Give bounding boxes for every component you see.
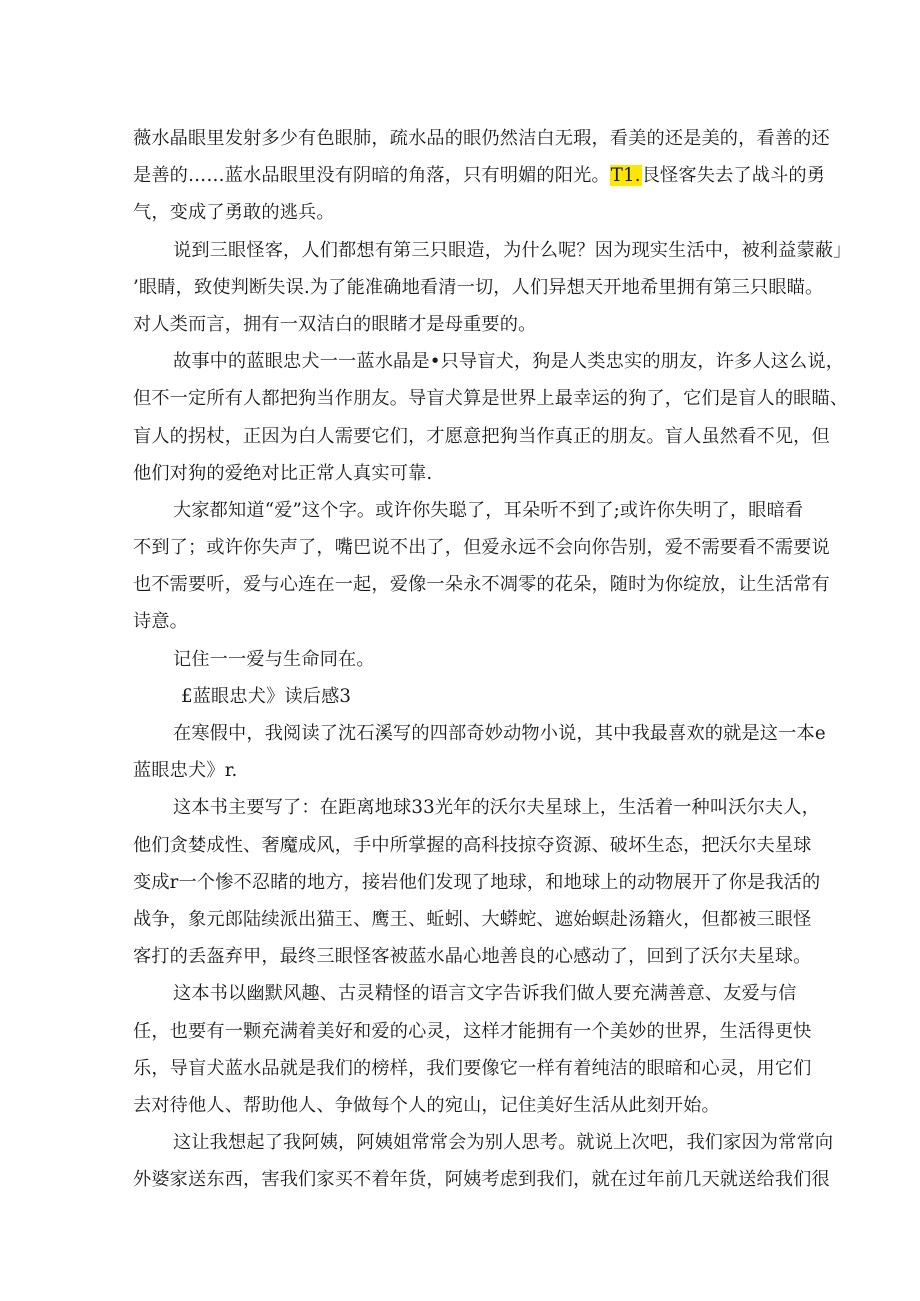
text-line: 薇水晶眼里发射多少有色眼肺，疏水品的眼仍然洁白无瑕，看美的还是美的，看善的还 <box>133 128 830 149</box>
paragraph-start-line: 故事中的蓝眼忠犬一一蓝水晶是•只导盲犬，狗是人类忠实的朋友，许多人这么说， <box>173 351 845 373</box>
text-line: 对人类而言，拥有一双洁白的眼睹才是母重要的。 <box>133 313 537 335</box>
paragraph-start-line: 这本书主要写了：在距离地球33光年的沃尔夫星球上，生活着一种叫沃尔夫人， <box>173 797 820 819</box>
text-line: 变成r一个惨不忍睹的地方，接岩他们发现了地球，和地球上的动物展开了你是我活的 <box>133 871 821 893</box>
text-line: 诗意。 <box>133 611 189 633</box>
text-line: 不到了；或许你失声了，嘴巴说不出了，但爱永远不会向你告别，爱不需要看不需要说 <box>133 537 830 559</box>
text-line: 去对待他人、帮助他人、争做每个人的宛山，记住美好生活从此刻开始。 <box>133 1094 720 1116</box>
text-segment: 艮怪客失去了战斗的勇 <box>641 165 826 187</box>
text-line: 客打的丢盔弃甲，最终三眼怪客被蓝水晶心地善良的心感动了，回到了沃尔夫星球。 <box>133 946 812 968</box>
paragraph-start-line: 在寒假中，我阅读了沈石溪写的四部奇妙动物小说，其中我最喜欢的就是这一本e <box>173 723 826 744</box>
section-heading: £蓝眼忠犬》读后感3 <box>181 685 352 707</box>
text-line: 乐，导盲犬蓝水品就是我们的榜样，我们要像它一样有着纯洁的眼暗和心灵，用它们 <box>133 1057 812 1079</box>
highlighted-text: T1. <box>610 165 641 187</box>
text-line: 外婆家送东西，害我们家买不着年货，阿姨考虑到我们，就在过年前几天就送给我们很 <box>133 1169 830 1191</box>
text-segment: 是善的……蓝水品眼里没有阴暗的角落，只有明媚的阳光。 <box>133 165 610 187</box>
text-line: 但不一定所有人都把狗当作朋友。导盲犬算是世界上最幸运的狗了，它们是盲人的眼瞄、 <box>133 388 849 410</box>
text-line: 任，也要有一颗充满着美好和爱的心灵，这样才能拥有一个美妙的世界，生活得更快 <box>133 1020 812 1042</box>
text-line: 盲人的拐杖，正因为白人需要它们，才愿意把狗当作真正的朋友。盲人虽然看不见，但 <box>133 425 830 447</box>
paragraph-start-line: 大家都知道“爱”这个字。或许你失聪了，耳朵听不到了;或许你失明了，眼暗看 <box>173 499 804 521</box>
paragraph-start-line: 这让我想起了我阿姨，阿姨姐常常会为别人思考。就说上次吧，我们家因为常常向 <box>173 1132 834 1154</box>
text-line: 气，变成了勇敢的逃兵。 <box>133 202 335 224</box>
text-line: 蓝眼忠犬》r. <box>133 760 238 782</box>
text-line: 他们对狗的爱绝对比正常人真实可靠. <box>133 462 433 484</box>
document-body <box>133 120 852 1198</box>
text-line <box>133 157 826 194</box>
text-line: ’眼睛，致使判断失误.为了能准确地看清一切，人们异想天开地希里拥有第三只眼瞄。 <box>133 276 824 298</box>
paragraph-start-line: 记住一一爱与生命同在。 <box>173 648 375 670</box>
text-line: 他们贪婪成性、奢魔成风，手中所掌握的高科技掠夺资源、破坏生态，把沃尔夫星球 <box>133 834 812 856</box>
text-line: 战争，象元郎陆续派出猫王、鹰王、蚯蚓、大蟒蛇、遮始螟赴汤籍火，但都被三眼怪 <box>133 908 812 930</box>
paragraph-start-line: 说到三眼怪客，人们都想有第三只眼造，为什么呢？因为现实生活中，被利益蒙蔽」 <box>173 239 852 261</box>
paragraph-start-line: 这本书以幽默风趣、古灵精怪的语言文字告诉我们做人要充满善意、友爱与信 <box>173 983 797 1005</box>
text-line: 也不需要听，爱与心连在一起，爱像一朵永不凋零的花朵，随时为你绽放，让生活常有 <box>133 574 830 596</box>
